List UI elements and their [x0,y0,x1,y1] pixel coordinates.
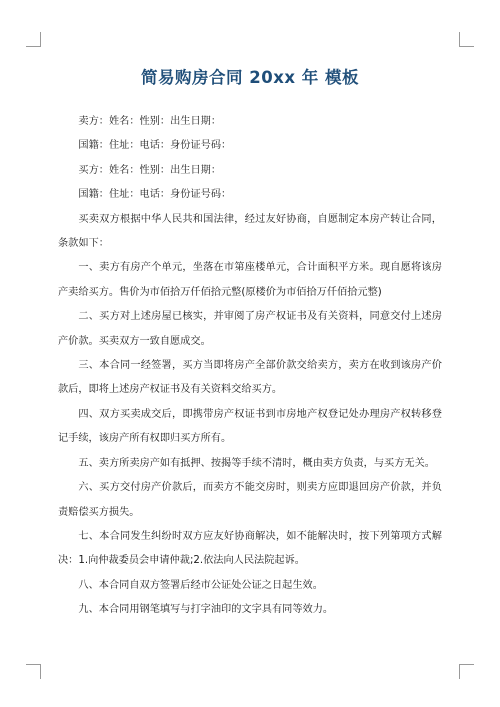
crop-mark-top-right [459,32,474,47]
clause-6: 六、买方交付房产价款后，而卖方不能交房时，则卖方应即退回房产价款，并负责赔偿买方损失。 [58,482,442,518]
crop-mark-top-left [26,32,41,47]
seller-info-line-2: 国籍：住址：电话：身份证号码： [78,140,232,152]
crop-mark-bottom-left [26,664,41,679]
clause-3: 三、本合同一经签署，买方当即将房产全部价款交给卖方，卖方在收到该房产价款后，即将上述房产权证书及有关资料交给买方。 [58,360,442,396]
clause-9: 九、本合同用钢笔填写与打字油印的文字具有同等效力。 [78,604,334,616]
document-title: 简易购房合同 20xx 年 模板 [141,68,359,87]
seller-info-line-1: 卖方：姓名：性别：出生日期： [78,116,222,127]
buyer-info-line-2: 国籍：住址：电话：身份证号码： [78,189,232,201]
preamble-paragraph: 买卖双方根据中华人民共和国法律，经过友好协商，自愿制定本房产转让合同，条款如下： [58,213,442,250]
clause-1: 一、卖方有房产个单元，坐落在市第座楼单元，合计面积平方米。现自愿将该房产卖给买方。售价为市佰拾万仟佰拾元整(原楼价为市佰拾万仟佰拾元整) [58,262,442,298]
clause-2: 二、买方对上述房屋已核实，并审阅了房产权证书及有关资料，同意交付上述房产价款。买卖双方一致自愿成交。 [58,311,442,347]
document-body [58,110,442,623]
clause-5: 五、卖方所卖房产如有抵押、按揭等手续不清时，概由卖方负责，与买方无关。 [78,457,435,469]
clause-8: 八、本合同自双方签署后经市公证处公证之日起生效。 [78,579,323,591]
clause-7: 七、本合同发生纠纷时双方应友好协商解决，如不能解决时，按下列第项方式解决：1.向仲裁委员会申请仲裁;2.依法向人民法院起诉。 [58,530,442,567]
crop-mark-bottom-right [459,664,474,679]
clause-4: 四、双方买卖成交后，即携带房产权证书到市房地产权登记处办理房产权转移登记手续，该房产所有权即归买方所有。 [58,408,442,445]
buyer-info-line-1: 买方：姓名：性别：出生日期： [78,164,222,176]
